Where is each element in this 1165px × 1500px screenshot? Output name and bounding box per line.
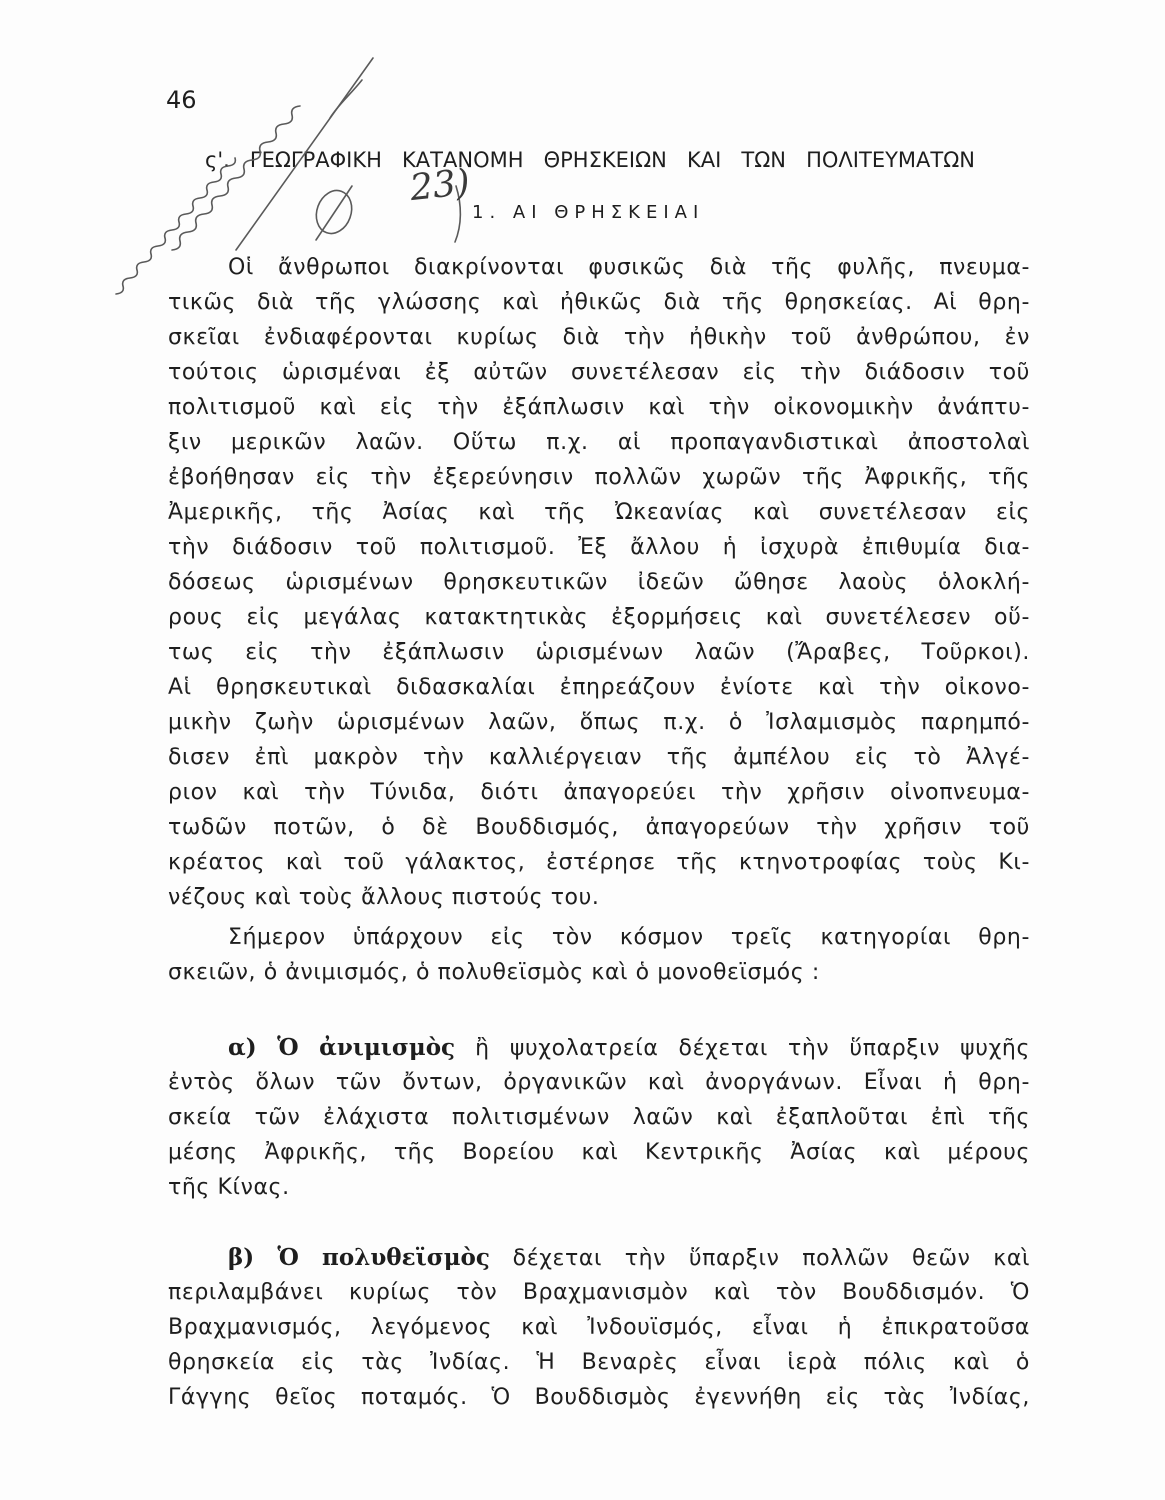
- text-line: Ἀμερικῆς, τῆς Ἀσίας καὶ τῆς Ὠκεανίας καὶ συνετέλεσαν εἰς: [168, 500, 1030, 525]
- text-line: δισεν ἐπὶ μακρὸν τὴν καλλιέργειαν τῆς ἀμπέλου εἰς τὸ Ἀλγέ-: [168, 745, 1030, 770]
- term-lead: α) Ὁ ἀνιμισμὸς: [228, 1034, 456, 1061]
- text-line: ριον καὶ τὴν Τύνιδα, διότι ἀπαγορεύει τὴν χρῆσιν οἰνοπνευμα-: [168, 780, 1030, 805]
- text-line: Σήμερον ὑπάρχουν εἰς τὸν κόσμον τρεῖς κατηγορίαι θρη-: [228, 925, 1030, 950]
- text-line: ἐβοήθησαν εἰς τὴν ἐξερεύνησιν πολλῶν χωρῶν τῆς Ἀφρικῆς, τῆς: [168, 465, 1030, 490]
- text-line: τὴν διάδοσιν τοῦ πολιτισμοῦ. Ἐξ ἄλλου ἡ ἰσχυρὰ ἐπιθυμία δια-: [168, 535, 1030, 560]
- text-line: νέζους καὶ τοὺς ἄλλους πιστούς του.: [168, 885, 600, 910]
- text-line: σκεῖαι ἐνδιαφέρονται κυρίως διὰ τὴν ἠθικὴν τοῦ ἀνθρώπου, ἐν: [168, 325, 1030, 350]
- text-line: τούτοις ὡρισμέναι ἐξ αὐτῶν συνετέλεσαν εἰς τὴν διάδοσιν τοῦ: [168, 360, 1030, 385]
- margin-scribble: [172, 106, 300, 250]
- pencil-stroke: [236, 58, 373, 250]
- page-number: 46: [166, 86, 197, 114]
- text-line: ρους εἰς μεγάλας κατακτητικὰς ἐξορμήσεις καὶ συνετέλεσεν οὕ-: [168, 605, 1030, 630]
- text-line: Βραχμανισμός, λεγόμενος καὶ Ἰνδουϊσμός, εἶναι ἡ ἐπικρατοῦσα: [168, 1315, 1030, 1340]
- section-heading: ς'. ΓΕΩΓΡΑΦΙΚΗ ΚΑΤΑΝΟΜΗ ΘΡΗΣΚΕΙΩΝ ΚΑΙ ΤΩΝ ΠΟΛΙΤΕΥΜΑΤΩΝ: [205, 148, 975, 172]
- text-line: τῆς Κίνας.: [168, 1175, 290, 1200]
- text-line: θρησκεία εἰς τὰς Ἰνδίας. Ἡ Βεναρὲς εἶναι ἱερὰ πόλις καὶ ὁ: [168, 1350, 1030, 1375]
- text-line: τικῶς διὰ τῆς γλώσσης καὶ ἠθικῶς διὰ τῆς θρησκείας. Αἱ θρη-: [168, 290, 1030, 315]
- margin-scribble: [116, 158, 235, 294]
- text-span: δέχεται τὴν ὕπαρξιν πολλῶν θεῶν καὶ: [512, 1246, 1030, 1271]
- text-line: Οἱ ἄνθρωποι διακρίνονται φυσικῶς διὰ τῆς φυλῆς, πνευμα-: [228, 255, 1030, 280]
- text-line: σκειῶν, ὁ ἀνιμισμός, ὁ πολυθεϊσμὸς καὶ ὁ μονοθεϊσμός :: [168, 960, 820, 985]
- text-line: ἐντὸς ὅλων τῶν ὄντων, ὀργανικῶν καὶ ἀνοργάνων. Εἶναι ἡ θρη-: [168, 1070, 1030, 1095]
- text-line: τως εἰς τὴν ἐξάπλωσιν ὡρισμένων λαῶν (Ἄραβες, Τοῦρκοι).: [168, 640, 1030, 665]
- text-line: Γάγγης θεῖος ποταμός. Ὁ Βουδδισμὸς ἐγεννήθη εἰς τὰς Ἰνδίας,: [168, 1385, 1030, 1410]
- text-line: κρέατος καὶ τοῦ γάλακτος, ἐστέρησε τῆς κτηνοτροφίας τοὺς Κι-: [168, 850, 1030, 875]
- handwritten-number: 23): [407, 161, 472, 210]
- text-span: ἢ ψυχολατρεία δέχεται τὴν ὕπαρξιν ψυχῆς: [475, 1036, 1030, 1061]
- text-line: δόσεως ὡρισμένων θρησκευτικῶν ἰδεῶν ὤθησε λαοὺς ὁλοκλή-: [168, 570, 1030, 595]
- text-line: σκεία τῶν ἐλάχιστα πολιτισμένων λαῶν καὶ ἐξαπλοῦται ἐπὶ τῆς: [168, 1105, 1030, 1130]
- text-line: Αἱ θρησκευτικαὶ διδασκαλίαι ἐπηρεάζουν ἐνίοτε καὶ τὴν οἰκονο-: [168, 675, 1030, 700]
- term-lead: β) Ὁ πολυθεϊσμὸς: [228, 1244, 490, 1271]
- text-line: μικὴν ζωὴν ὡρισμένων λαῶν, ὅπως π.χ. ὁ Ἰσλαμισμὸς παρημπό-: [168, 710, 1030, 735]
- text-line: περιλαμβάνει κυρίως τὸν Βραχμανισμὸν καὶ τὸν Βουδδισμόν. Ὁ: [168, 1280, 1030, 1305]
- text-line: πολιτισμοῦ καὶ εἰς τὴν ἐξάπλωσιν καὶ τὴν οἰκονομικὴν ἀνάπτυ-: [168, 395, 1030, 420]
- text-line: ξιν μερικῶν λαῶν. Οὕτω π.χ. αἱ προπαγανδιστικαὶ ἀποστολαὶ: [168, 430, 1030, 455]
- crossed-circle-slash: [316, 186, 352, 240]
- pencil-stroke: [330, 80, 362, 118]
- text-line: μέσης Ἀφρικῆς, τῆς Βορείου καὶ Κεντρικῆς Ἀσίας καὶ μέρους: [168, 1140, 1030, 1165]
- subsection-heading: 1. ΑΙ ΘΡΗΣΚΕΙΑΙ: [472, 202, 705, 223]
- text-line: τωδῶν ποτῶν, ὁ δὲ Βουδδισμός, ἀπαγορεύων τὴν χρῆσιν τοῦ: [168, 815, 1030, 840]
